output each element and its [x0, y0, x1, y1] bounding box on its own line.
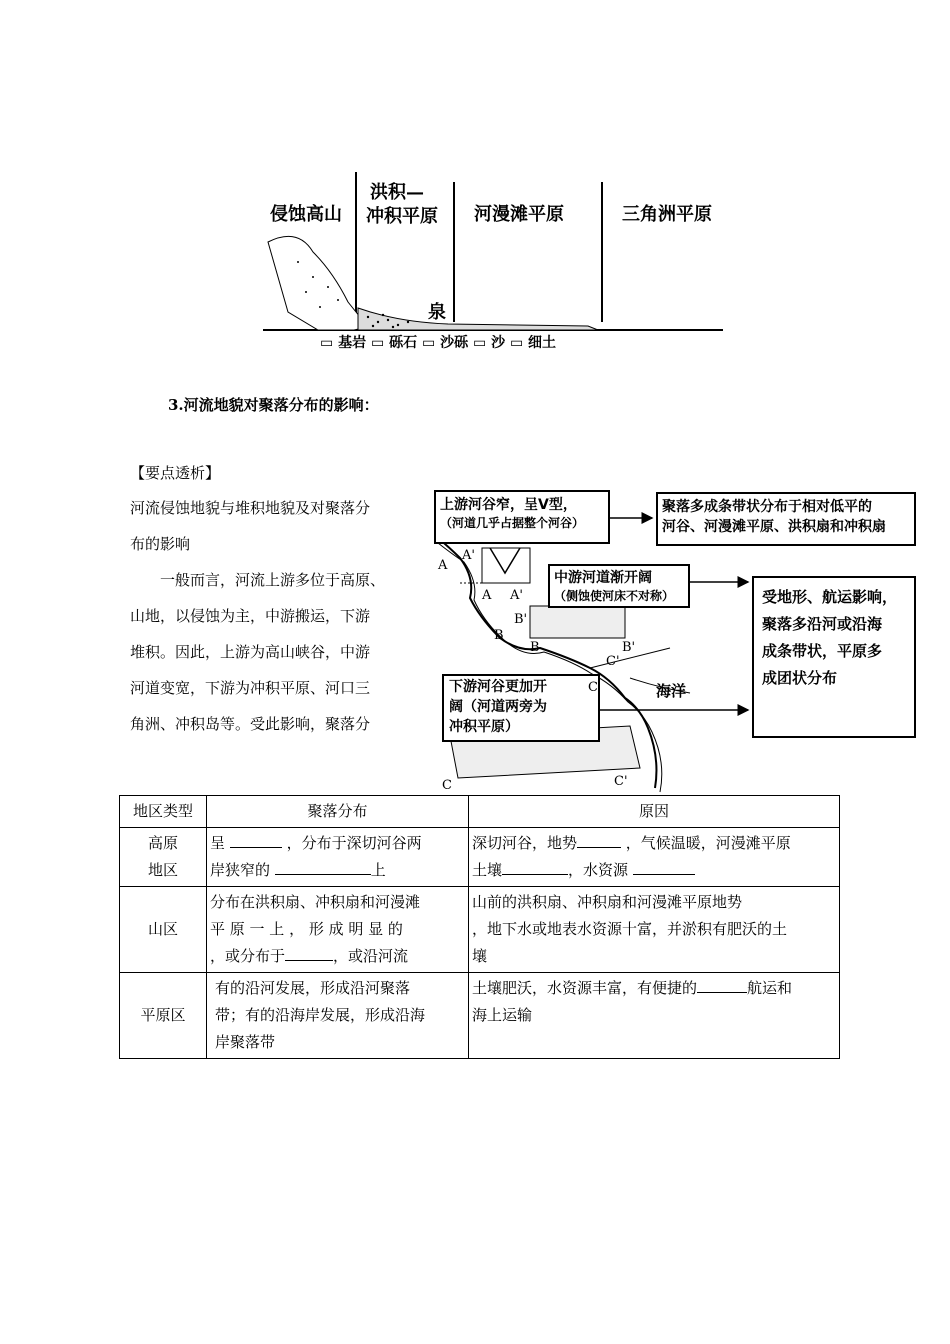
distribution-cell [207, 828, 469, 887]
middle-box-line: 中游河道渐开阔 [554, 570, 652, 586]
dist-text: 呈 [210, 834, 226, 852]
region-text: 高原 [147, 834, 178, 852]
lower-box-line: 冲积平原） [449, 719, 519, 735]
point-a-block-label: A [482, 588, 492, 603]
dist-text: ，分布于深切河谷两 [286, 834, 422, 852]
answer-blank[interactable] [577, 833, 621, 848]
region-cell [120, 828, 207, 887]
profile-diagram [258, 172, 728, 352]
landform-profile-figure [258, 172, 728, 352]
reason-cell [469, 973, 840, 1059]
upper-course-box [434, 490, 610, 544]
dist-text: ，或沿河流 [333, 947, 409, 965]
table-header-row [120, 796, 840, 828]
reason-text: 土壤肥沃，水资源丰富，有便捷的 [472, 979, 698, 997]
paragraph-line: 堆积。因此，上游为高山峡谷，中游 [130, 643, 371, 661]
answer-blank[interactable] [285, 946, 333, 961]
middle-box-note: （侧蚀使河床不对称） [554, 589, 675, 603]
legend-fine-soil-swatch: ▭ [509, 335, 524, 351]
table-row [120, 887, 840, 973]
legend-gravel-swatch: ▭ [370, 335, 385, 351]
middle-course-box [548, 564, 690, 608]
paragraph-line: 河道变宽，下游为冲积平原、河口三 [130, 679, 371, 697]
header-distribution: 聚落分布 [207, 796, 469, 828]
lower-box-line: 下游河谷更加开 [449, 679, 547, 695]
zone-delta-plain: 三角洲平原 [622, 204, 712, 225]
reason-text: 土壤 [472, 861, 503, 879]
result-box-line: 河谷、河漫滩平原、洪积扇和冲积扇 [662, 519, 886, 535]
answer-blank[interactable] [275, 860, 371, 875]
point-a-label: A [438, 558, 448, 573]
reason-text: ，地下水或地表水资源十富，并淤积有肥沃的土 [472, 920, 788, 938]
zone-eroded-mountain: 侵蚀高山 [270, 204, 342, 225]
paragraph-intro [130, 490, 418, 742]
right-box-line: 聚落多沿河或沿海 [762, 615, 883, 633]
dist-text: 平 原 一 上 ， 形 成 明 显 的 [210, 920, 403, 938]
header-reason: 原因 [469, 796, 840, 828]
lower-box-line: 阔（河道两旁为 [449, 699, 547, 715]
distribution-cell [207, 973, 469, 1059]
upper-result-box [656, 492, 916, 546]
paragraph-line: 山地，以侵蚀为主，中游搬运，下游 [130, 607, 371, 625]
point-a-prime-label: A' [462, 548, 475, 563]
table-row [120, 973, 840, 1059]
region-cell: 平原区 [120, 973, 207, 1059]
reason-text: ，水资源 [568, 861, 629, 879]
downstream-result-box [752, 576, 916, 738]
answer-blank[interactable] [633, 860, 695, 875]
paragraph-line: 角洲、冲积岛等。受此影响，聚落分 [130, 715, 371, 733]
zone-alluvial-line1: 洪积— [370, 182, 424, 203]
dist-text: 上 [370, 861, 386, 879]
dist-text: 分布在洪积扇、冲积扇和河漫滩 [210, 893, 421, 911]
point-b-prime-label: B' [514, 612, 528, 627]
legend-sand: 沙 [491, 335, 506, 351]
point-b-block-label: B [530, 640, 540, 655]
point-b-prime-block-label: B' [622, 640, 636, 655]
right-box-line: 成条带状，平原多 [762, 642, 883, 660]
legend-sand-swatch: ▭ [472, 335, 487, 351]
reason-text: 壤 [472, 947, 488, 965]
paragraph-line: 一般而言，河流上游多位于高原、 [160, 571, 386, 589]
paragraph-line: 布的影响 [130, 535, 191, 553]
reason-cell [469, 887, 840, 973]
legend-bedrock-swatch: ▭ [320, 335, 334, 351]
reason-text: 航运和 [747, 979, 793, 997]
section-title: 3.河流地貌对聚落分布的影响： [168, 396, 379, 414]
settlement-table [119, 795, 840, 1059]
legend-gravel: 砾石 [389, 335, 418, 351]
distribution-cell [207, 887, 469, 973]
legend-sandy-gravel-swatch: ▭ [421, 335, 436, 351]
region-cell: 山区 [120, 887, 207, 973]
answer-blank[interactable] [697, 978, 747, 993]
river-settlement-figure [430, 488, 910, 794]
legend-fine-soil: 细土 [528, 335, 557, 351]
zone-alluvial-line2: 冲积平原 [366, 206, 438, 227]
answer-blank[interactable] [502, 860, 568, 875]
header-region: 地区类型 [120, 796, 207, 828]
point-c-prime-label: C' [606, 654, 620, 669]
figure1-legend [320, 332, 556, 352]
reason-text: 深切河谷，地势 [472, 834, 578, 852]
right-box-line: 受地形、航运影响， [762, 588, 898, 606]
dist-text: 带；有的沿海岸发展，形成沿海 [215, 1006, 426, 1024]
reason-cell [469, 828, 840, 887]
dist-text: 岸狭窄的 [210, 861, 271, 879]
reason-text: 海上运输 [472, 1006, 533, 1024]
dist-text: 有的沿河发展，形成沿河聚落 [215, 979, 411, 997]
point-c-block-label: C [442, 778, 452, 793]
spring-label: 泉 [428, 302, 446, 323]
answer-blank[interactable] [230, 833, 282, 848]
reason-text: 山前的洪积扇、冲积扇和河漫滩平原地势 [472, 893, 743, 911]
zone-floodplain: 河漫滩平原 [474, 204, 564, 225]
table-row [120, 828, 840, 887]
legend-bedrock: 基岩 [338, 335, 367, 351]
reason-text: ，气候温暖，河漫滩平原 [625, 834, 791, 852]
result-box-line: 聚落多成条带状分布于相对低平的 [662, 499, 872, 515]
upper-box-note: （河道几乎占据整个河谷） [440, 516, 585, 530]
point-c-label: C [588, 680, 598, 695]
ocean-label: 海洋 [656, 682, 687, 700]
dist-text: ，或分布于 [210, 947, 286, 965]
lower-course-box [442, 674, 600, 742]
dist-text: 岸聚落带 [215, 1033, 276, 1051]
right-box-line: 成团状分布 [762, 669, 838, 687]
paragraph-line: 河流侵蚀地貌与堆积地貌及对聚落分 [130, 499, 371, 517]
region-text: 地区 [147, 861, 178, 879]
point-a-prime-block-label: A' [510, 588, 523, 603]
point-b-label: B [494, 628, 504, 643]
key-points-heading: 【要点透析】 [130, 464, 221, 482]
legend-sandy-gravel: 沙砾 [440, 335, 469, 351]
point-c-prime-block-label: C' [614, 774, 628, 789]
upper-box-line: 上游河谷窄，呈V型， [440, 497, 577, 513]
